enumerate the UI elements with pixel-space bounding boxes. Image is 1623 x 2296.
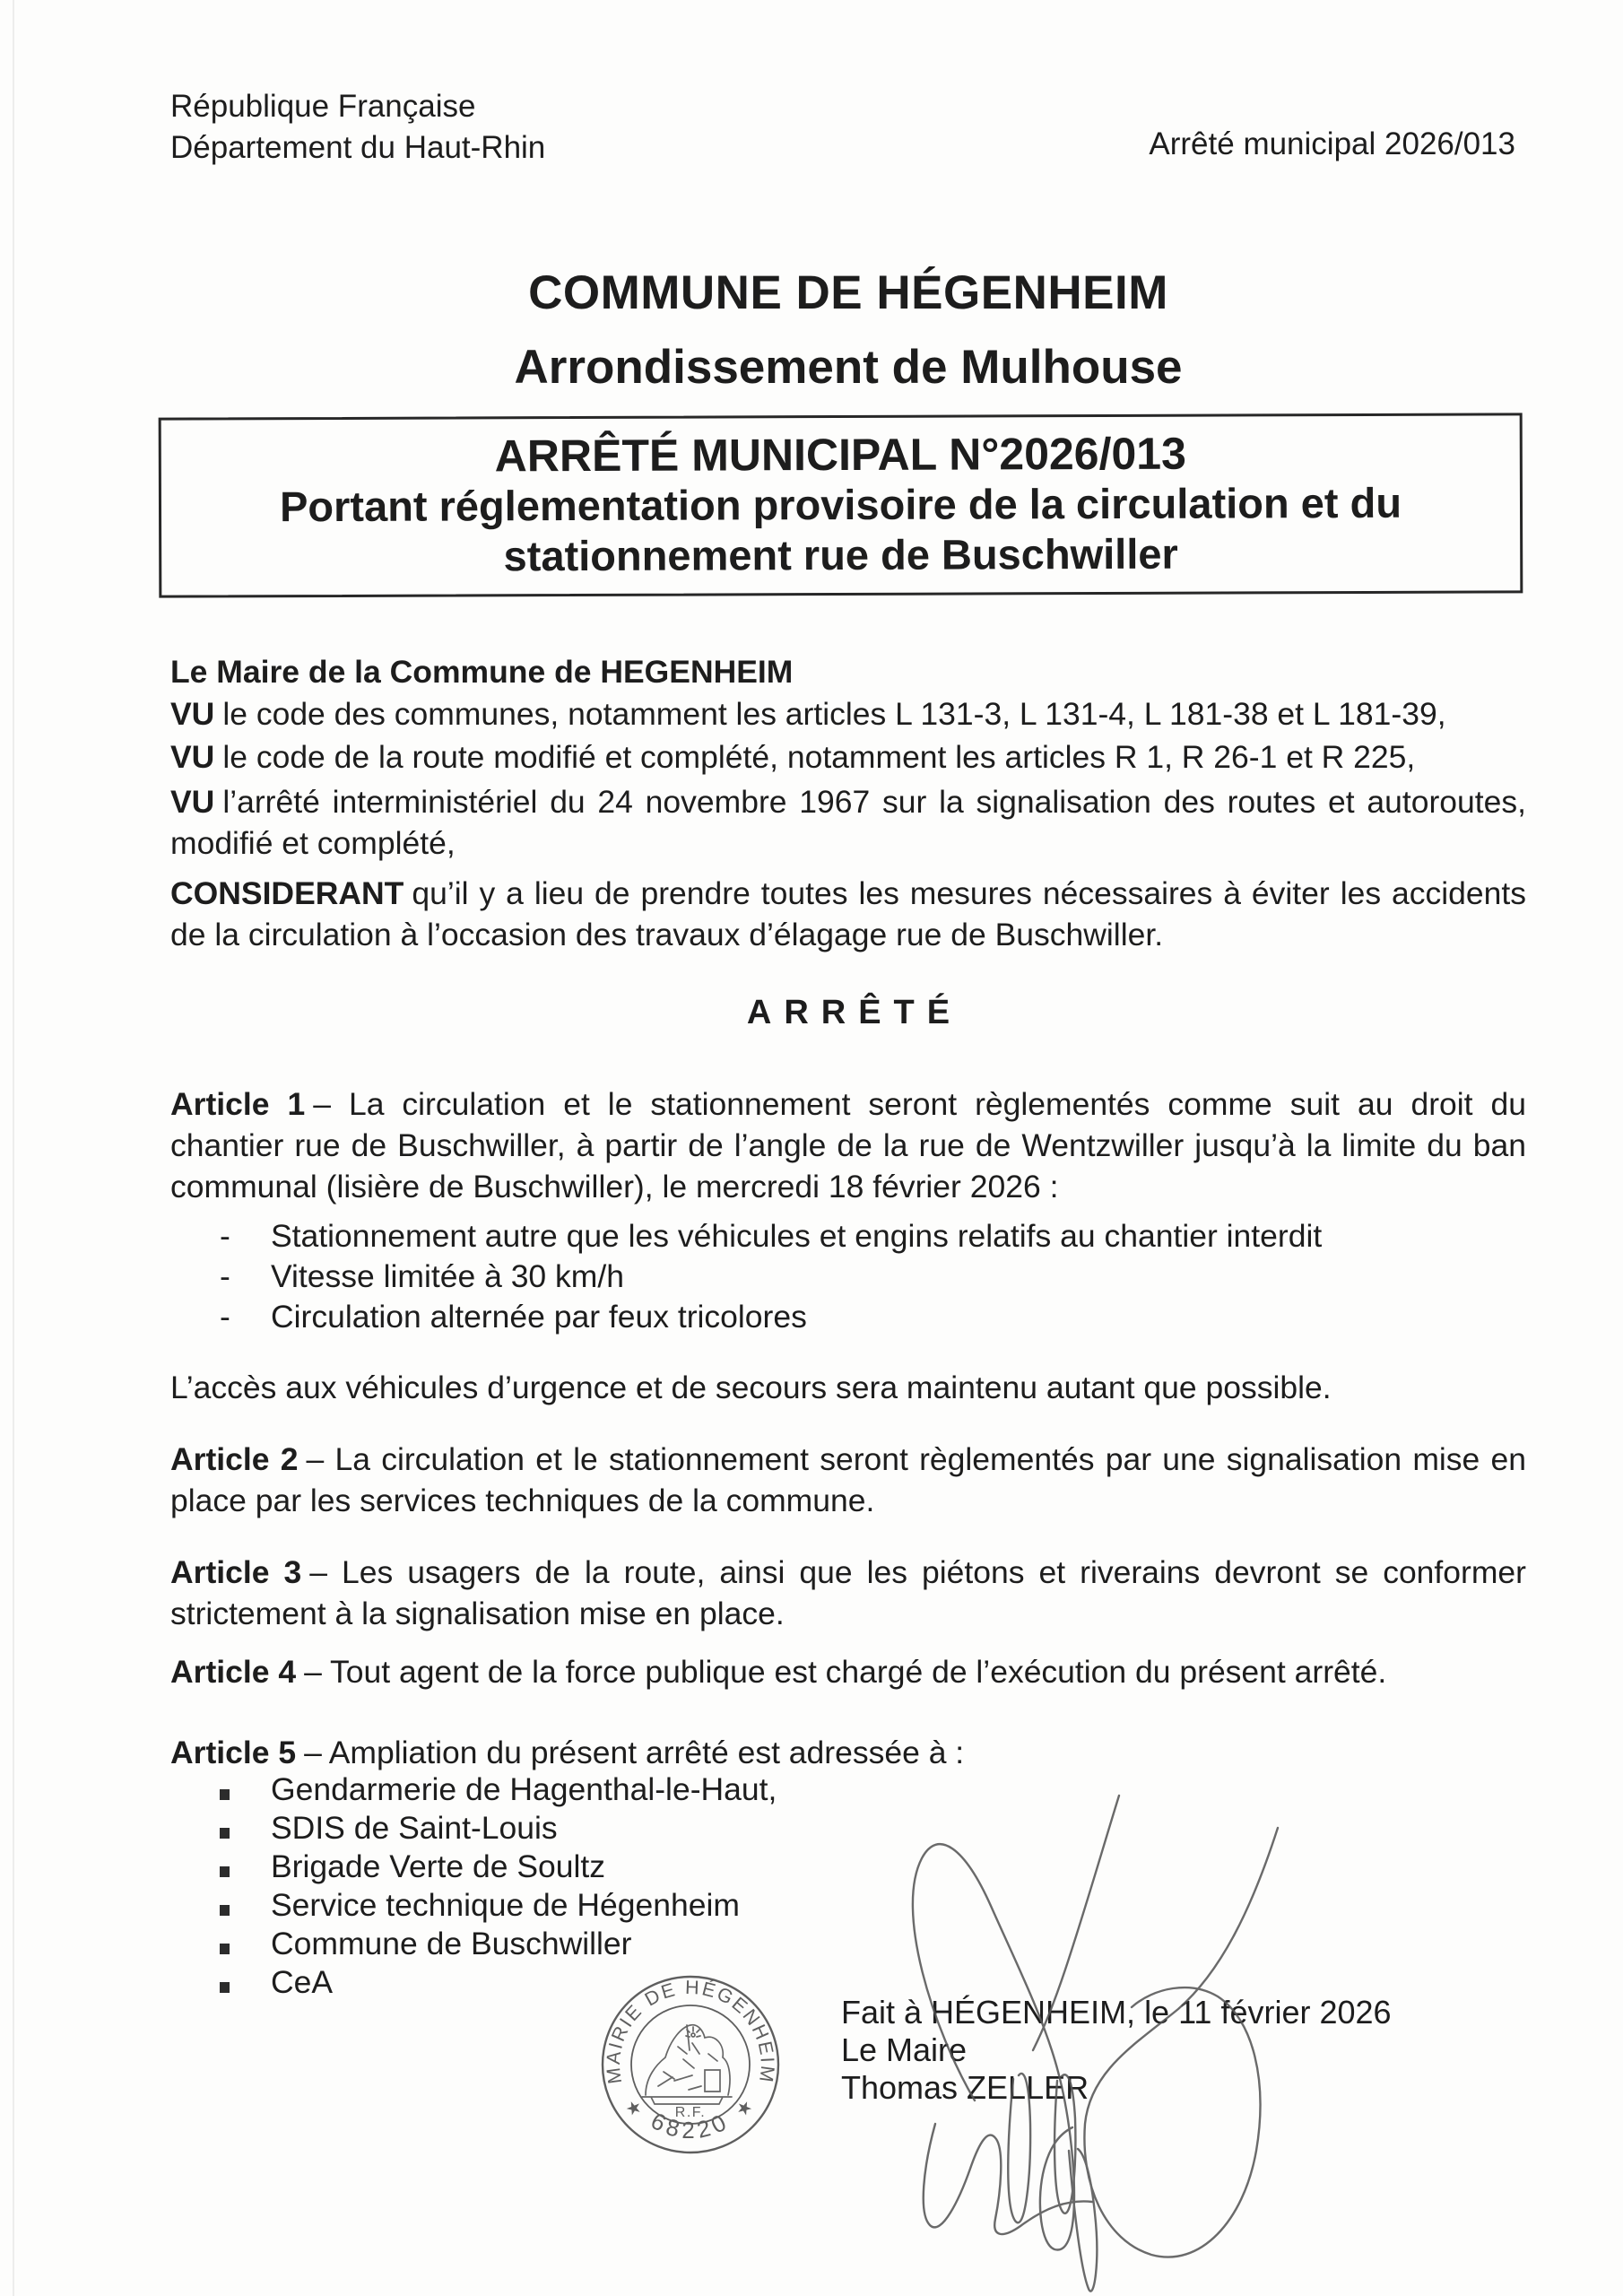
article-3: [170, 1552, 1526, 1634]
article-1-item: [170, 1257, 1526, 1297]
signatory-title: Le Maire: [841, 2031, 968, 2068]
vu-clause-1: [170, 693, 1526, 735]
list-item-text: CeA: [271, 1964, 334, 2000]
article-5-item: [170, 1770, 1526, 1809]
stamp-postal-code: 68220: [647, 2107, 734, 2144]
list-item-text: Commune de Buschwiller: [271, 1926, 632, 1961]
article-1-list: [170, 1216, 1526, 1337]
stamp-rf-text: R.F.: [674, 2105, 707, 2120]
article-5-item: [170, 1925, 1526, 1963]
list-item-text: SDIS de Saint-Louis: [271, 1810, 558, 1846]
square-bullet-icon: [220, 1828, 230, 1839]
signature-stroke: [924, 2124, 1092, 2234]
article-label: Article 2: [170, 1441, 299, 1477]
considerant-text: qu’il y a lieu de prendre toutes les mesures nécessaires à éviter les accidents de la circulation à l’occasion des travaux d’élagage rue de Buschwiller.: [170, 875, 1526, 952]
list-item-text: Circulation alternée par feux tricolores: [271, 1299, 807, 1335]
vu-label: VU: [170, 739, 215, 775]
municipal-stamp: [599, 1973, 782, 2156]
article-text: – La circulation et le stationnement seront règlementés par une signalisation mise en place par les services techniques de la commune.: [170, 1441, 1527, 1518]
access-note: L’accès aux véhicules d’urgence et de secours sera maintenu autant que possible.: [170, 1370, 1332, 1405]
article-5-item: [170, 1848, 1526, 1886]
dash-marker: -: [220, 1258, 230, 1294]
square-bullet-icon: [220, 1982, 230, 1993]
article-label: Article 1: [170, 1086, 306, 1122]
list-item-text: Gendarmerie de Hagenthal-le-Haut,: [271, 1771, 777, 1807]
place-date-line: Fait à HÉGENHEIM, le 11 février 2026: [841, 1994, 1392, 2031]
article-label: Article 5: [170, 1735, 297, 1770]
vu-clause-2: [170, 736, 1526, 778]
article-5: [170, 1732, 1526, 1773]
article-5-list: [170, 1770, 1526, 2002]
list-item-text: Brigade Verte de Soultz: [271, 1848, 605, 1884]
vu-clause-3: [170, 781, 1526, 864]
article-text: – Ampliation du présent arrêté est adressée à :: [304, 1735, 965, 1770]
department-line: Département du Haut-Rhin: [170, 130, 546, 165]
article-text: – La circulation et le stationnement seront règlementés comme suit au droit du chantier rue de Buschwiller, à partir de l’angle de la rue de Wentzwiller jusqu’à la limite du ban communal (lisière de Buschwiller), le mercredi 18 février 2026 :: [170, 1086, 1526, 1205]
arrondissement-subtitle: Arrondissement de Mulhouse: [514, 341, 1183, 394]
header-left: [170, 86, 545, 169]
article-4: [170, 1651, 1526, 1692]
square-bullet-icon: [220, 1905, 230, 1916]
mayor-intro: Le Maire de la Commune de HEGENHEIM: [170, 654, 794, 690]
article-5-item: [170, 1809, 1526, 1848]
title-box-line3: stationnement rue de Buschwiller: [503, 529, 1178, 580]
commune-title: COMMUNE DE HÉGENHEIM: [528, 266, 1168, 319]
square-bullet-icon: [220, 1944, 230, 1954]
list-item-text: Vitesse limitée à 30 km/h: [271, 1258, 624, 1294]
signature-stroke: [1069, 2149, 1097, 2292]
closing-block: [841, 1994, 1392, 2107]
article-label: Article 4: [170, 1654, 297, 1690]
scan-edge-artifact: [13, 0, 14, 2296]
article-text: – Les usagers de la route, ainsi que les piétons et riverains devront se conformer strictement à la signalisation mise en place.: [170, 1554, 1526, 1631]
stamp-ring-text: MAIRIE DE HÉGENHEIM: [602, 1976, 779, 2085]
decree-title-box: [159, 413, 1523, 597]
article-2: [170, 1439, 1526, 1521]
article-1-item: [170, 1216, 1526, 1257]
signatory-name: Thomas ZELLER: [841, 2069, 1089, 2106]
considerant-clause: [170, 873, 1526, 955]
dash-marker: -: [220, 1299, 230, 1335]
vu-label: VU: [170, 696, 215, 732]
vu-text: le code de la route modifié et complété, notamment les articles R 1, R 26-1 et R 225,: [222, 739, 1416, 775]
title-box-line1: ARRÊTÉ MUNICIPAL N°2026/013: [494, 428, 1186, 482]
square-bullet-icon: [220, 1866, 230, 1877]
vu-label: VU: [170, 784, 215, 820]
republic-line: République Française: [170, 89, 476, 124]
article-1: [170, 1083, 1526, 1207]
list-item-text: Stationnement autre que les véhicules et engins relatifs au chantier interdit: [271, 1218, 1323, 1254]
article-label: Article 3: [170, 1554, 302, 1590]
star-icon: ★: [733, 2096, 756, 2121]
title-box-line2: Portant réglementation provisoire de la circulation et du: [279, 478, 1402, 531]
stamp-emblem-drawing: [642, 2025, 732, 2104]
square-bullet-icon: [220, 1789, 230, 1800]
dash-marker: -: [220, 1218, 230, 1254]
considerant-label: CONSIDERANT: [170, 875, 404, 911]
vu-text: le code des communes, notamment les articles L 131-3, L 131-4, L 181-38 et L 181-39,: [222, 696, 1446, 732]
decree-reference: Arrêté municipal 2026/013: [1149, 126, 1515, 161]
list-item-text: Service technique de Hégenheim: [271, 1887, 740, 1923]
decree-heading: ARRÊTÉ: [746, 994, 963, 1031]
star-icon: ★: [622, 2096, 646, 2121]
vu-text: l’arrêté interministériel du 24 novembre 1967 sur la signalisation des routes et autoroutes, modifié et complété,: [170, 784, 1526, 861]
article-5-item: [170, 1886, 1526, 1925]
article-text: – Tout agent de la force publique est chargé de l’exécution du présent arrêté.: [304, 1654, 1387, 1690]
article-1-item: [170, 1297, 1526, 1337]
